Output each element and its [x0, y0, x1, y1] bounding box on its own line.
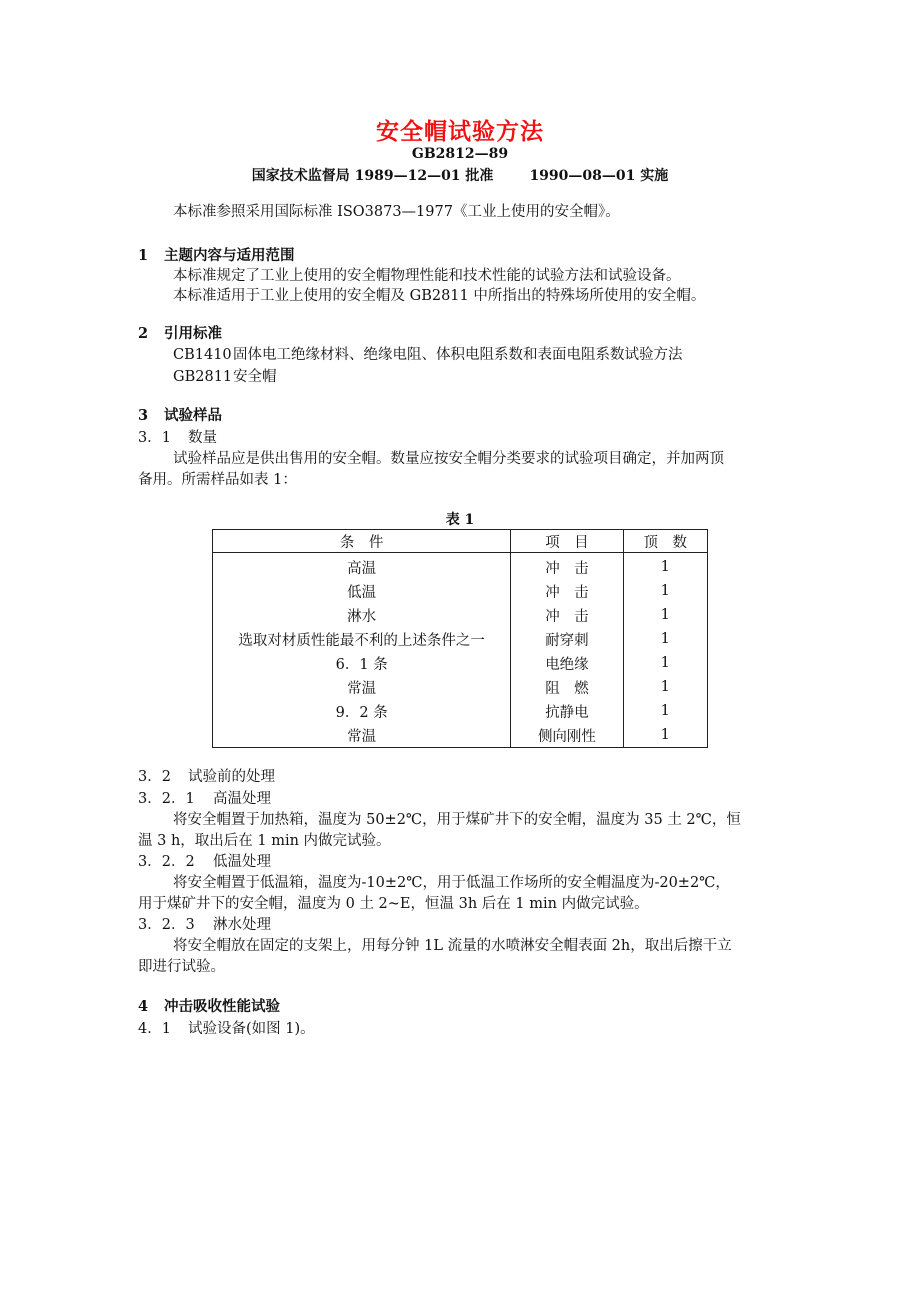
cell-item: 抗静电: [511, 699, 623, 723]
implementation-date: 1990—08—01 实施: [529, 168, 669, 184]
section-number: 4: [138, 998, 149, 1015]
samples-table: [212, 529, 708, 748]
cell-item: 电绝缘: [511, 651, 623, 675]
cell-count: 1: [623, 627, 707, 651]
subsection-title: 低温处理: [213, 854, 271, 870]
subsection-title: 高温处理: [213, 791, 271, 807]
table-row: [213, 723, 708, 748]
cell-count: 1: [623, 675, 707, 699]
subsection-3-2-2: [138, 851, 798, 873]
subsection-3-2-1: [138, 788, 798, 810]
section-3-heading: [138, 405, 798, 427]
approval-date: 国家技术监督局 1989—12—01 批准: [251, 168, 494, 184]
cell-condition: 低温: [347, 584, 377, 601]
doc-title: 安全帽试验方法: [376, 118, 544, 145]
reference-name: 固体电工绝缘材料、绝缘电阻、体积电阻系数和表面电阻系数试验方法: [233, 347, 683, 363]
cell-condition: 常温: [347, 728, 377, 745]
table-header-row: [213, 530, 708, 553]
para-3-2-1: 将安全帽置于加热箱，温度为 50±2℃，用于煤矿井下的安全帽，温度为 35 土 2℃，恒: [173, 812, 741, 828]
section-3-para-1: 试验样品应是供出售用的安全帽。数量应按安全帽分类要求的试验项目确定，并加两顶: [173, 451, 724, 467]
para-3-2-2-cont: 用于煤矿井下的安全帽，温度为 0 土 2~E，恒温 3h 后在 1 min 内做完试验。: [138, 896, 649, 912]
section-number: 1: [138, 247, 149, 264]
table-row: [213, 675, 708, 699]
intro-paragraph: 本标准参照采用国际标准 ISO3873—1977《工业上使用的安全帽》。: [173, 204, 620, 220]
subsection-title: 淋水处理: [213, 917, 271, 933]
subsection-number: 4．1: [138, 1021, 171, 1037]
para-3-2-2: 将安全帽置于低温箱，温度为-10±2℃，用于低温工作场所的安全帽温度为-20±2℃，: [173, 875, 730, 891]
table-row: [213, 579, 708, 603]
cell-item: 耐穿刺: [511, 627, 623, 651]
section-1-para-2: 本标准适用于工业上使用的安全帽及 GB2811 中所指出的特殊场所使用的安全帽。: [173, 288, 706, 304]
subsection-number: 3．2．3: [138, 917, 195, 933]
header-item: 项 目: [511, 530, 623, 553]
reference-code: GB2811: [173, 369, 233, 385]
subsection-title: 数量: [188, 430, 217, 446]
cell-item: 冲 击: [511, 553, 623, 580]
cell-condition: 选取对材质性能最不利的上述条件之一: [238, 632, 485, 649]
approval-line: [0, 165, 920, 185]
reference-name: 安全帽: [233, 369, 277, 385]
table-row: [213, 627, 708, 651]
cell-condition: 淋水: [347, 608, 377, 625]
subsection-4-1: [138, 1018, 798, 1040]
section-number: 3: [138, 407, 149, 424]
section-1-para-1: 本标准规定了工业上使用的安全帽物理性能和技术性能的试验方法和试验设备。: [173, 268, 681, 284]
cell-count: 1: [623, 651, 707, 675]
section-4-heading: [138, 996, 798, 1018]
section-title: 引用标准: [164, 325, 222, 342]
para-3-2-3-cont: 即进行试验。: [138, 959, 225, 975]
header-count: 顶 数: [623, 530, 707, 553]
subsection-3-2-3: [138, 914, 798, 936]
header-condition: 条 件: [213, 530, 511, 553]
subsection-3-1: [138, 427, 798, 449]
standard-code: GB2812—89: [411, 146, 509, 162]
reference-code: CB1410: [173, 347, 232, 363]
subsection-title: 试验设备(如图 1)。: [188, 1021, 315, 1037]
cell-condition: 常温: [347, 680, 377, 697]
table-row: [213, 651, 708, 675]
para-3-2-3: 将安全帽放在固定的支架上，用每分钟 1L 流量的水喷淋安全帽表面 2h，取出后擦干立: [173, 938, 732, 954]
cell-count: 1: [623, 553, 707, 580]
section-1-heading: [138, 245, 798, 267]
cell-condition: 6．1 条: [335, 656, 388, 673]
subsection-number: 3．2．1: [138, 791, 195, 807]
section-2-heading: [138, 323, 798, 345]
para-3-2-1-cont: 温 3 h，取出后在 1 min 内做完试验。: [138, 833, 391, 849]
cell-count: 1: [623, 723, 707, 748]
section-number: 2: [138, 325, 149, 342]
section-title: 试验样品: [164, 407, 222, 424]
table-caption: 表 1: [445, 512, 475, 528]
table-row: [213, 603, 708, 627]
cell-count: 1: [623, 603, 707, 627]
cell-count: 1: [623, 579, 707, 603]
cell-item: 侧向刚性: [511, 723, 623, 748]
section-title: 冲击吸收性能试验: [164, 998, 280, 1015]
subsection-number: 3．1: [138, 430, 171, 446]
subsection-3-2: [138, 766, 798, 788]
subsection-number: 3．2．2: [138, 854, 195, 870]
section-3-para-1-cont: 备用。所需样品如表 1：: [138, 472, 297, 488]
reference-item: [173, 344, 833, 366]
reference-item: [173, 366, 833, 388]
cell-item: 冲 击: [511, 603, 623, 627]
section-title: 主题内容与适用范围: [164, 247, 295, 264]
cell-condition: 9．2 条: [335, 704, 388, 721]
cell-item: 阻 燃: [511, 675, 623, 699]
subsection-title: 试验前的处理: [188, 769, 275, 785]
table-row: [213, 553, 708, 580]
subsection-number: 3．2: [138, 769, 171, 785]
cell-count: 1: [623, 699, 707, 723]
cell-condition: 高温: [347, 560, 377, 577]
table-row: [213, 699, 708, 723]
cell-item: 冲 击: [511, 579, 623, 603]
